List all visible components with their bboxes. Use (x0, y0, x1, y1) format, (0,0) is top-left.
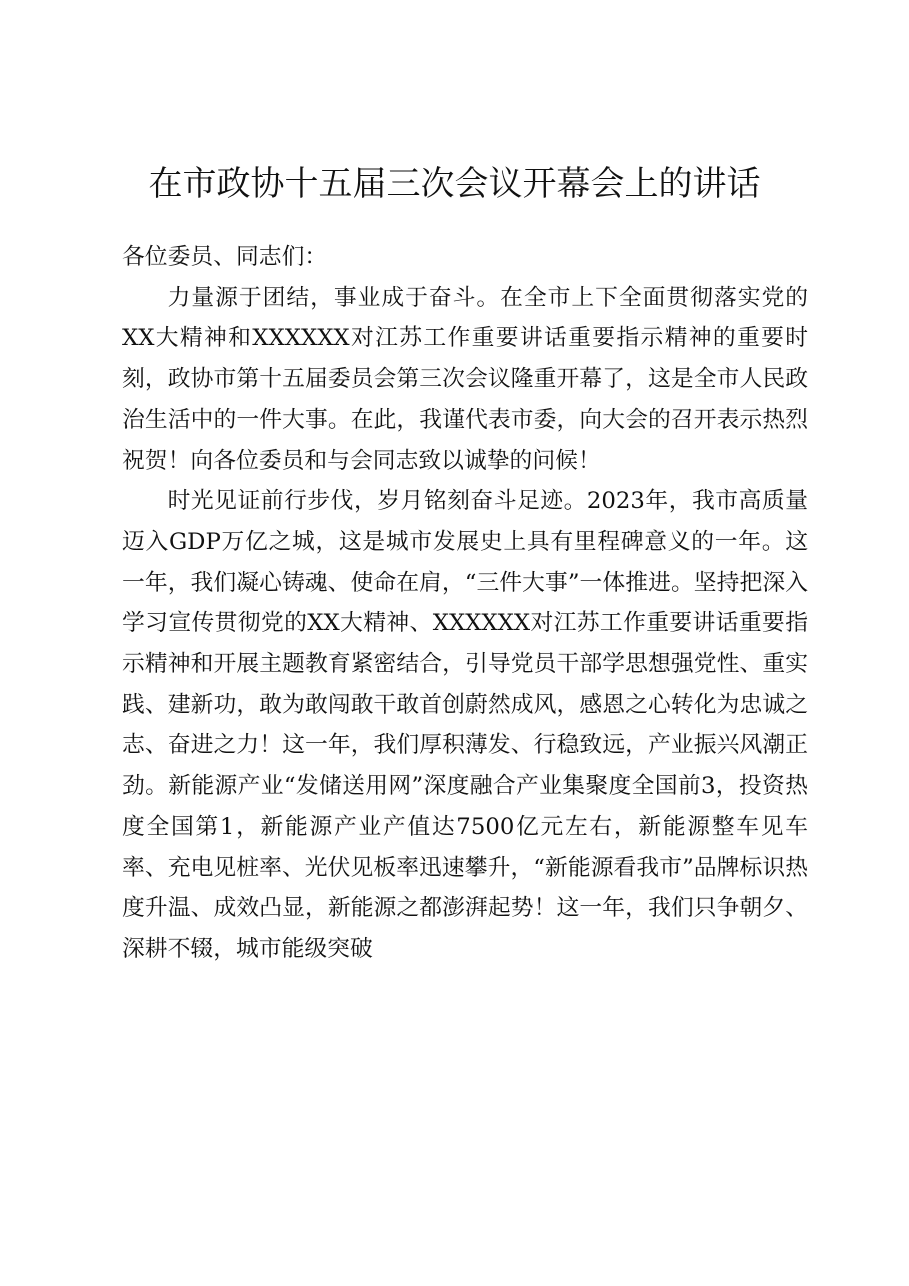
paragraph-1: 力量源于团结，事业成于奋斗。在全市上下全面贯彻落实党的XX大精神和XXXXXX对江苏工作重要讲话重要指示精神的重要时刻，政协市第十五届委员会第三次会议隆重开幕了，这是全市人民政治生活中的一件大事。在此，我谨代表市委，向大会的召开表示热烈祝贺！向各位委员和与会同志致以诚挚的问候！ (122, 284, 808, 474)
salutation: 各位委员、同志们： (122, 244, 328, 270)
paragraph-2: 时光见证前行步伐，岁月铭刻奋斗足迹。2023年，我市高质量迈入GDP万亿之城，这是城市发展史上具有里程碑意义的一年。这一年，我们凝心铸魂、使命在肩，“三件大事”一体推进。坚持把深入学习宣传贯彻党的XX大精神、XXXXXX对江苏工作重要讲话重要指示精神和开展主题教育紧密结合，引导党员干部学思想强党性、重实践、建新功，敢为敢闯敢干敢首创蔚然成风，感恩之心转化为忠诚之志、奋进之力！这一年，我们厚积薄发、行稳致远，产业振兴风潮正劲。新能源产业“发储送用网”深度融合产业集聚度全国前3，投资热度全国第1，新能源产业产值达7500亿元左右，新能源整车见车率、充电见桩率、光伏见板率迅速攀升，“新能源看我市”品牌标识热度升温、成效凸显，新能源之都澎湃起势！这一年，我们只争朝夕、深耕不辍，城市能级突破 (122, 488, 808, 962)
document-title: 在市政协十五届三次会议开幕会上的讲话 (148, 164, 761, 204)
document-body (122, 237, 808, 970)
